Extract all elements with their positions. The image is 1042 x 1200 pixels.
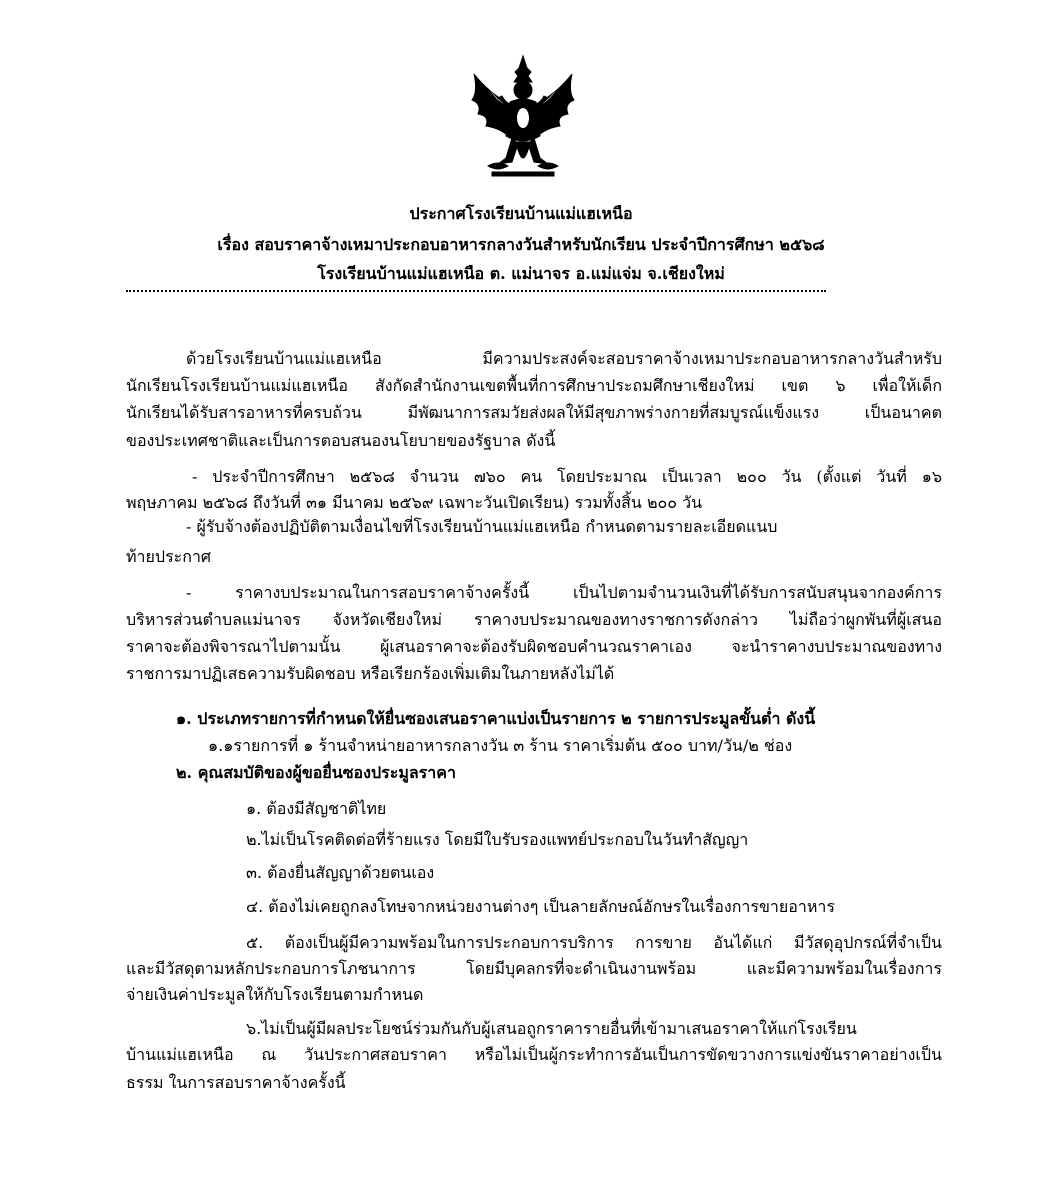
section-2-title: ๒. คุณสมบัติของผู้ขอยื่นซองประมูลราคา bbox=[176, 763, 456, 782]
budget-line-2: บริหารส่วนตำบลแม่นาจร จังหวัดเชียงใหม่ ราคางบประมาณของทางราชการดังกล่าว ไม่ถือว่าผูกพันที่ผู้เสนอ bbox=[126, 610, 942, 629]
contractor-condition-line: - ผู้รับจ้างต้องปฏิบัติตามเงื่อนไขที่โรงเรียนบ้านแม่แฮเหนือ กำหนดตามรายละเอียดแนบ bbox=[186, 517, 778, 536]
section-1-title: ๑. ประเภทรายการที่กำหนดให้ยื่นซองเสนอราคาแบ่งเป็นรายการ ๒ รายการประมูลขั้นต่ำ ดังนี้ bbox=[176, 709, 816, 728]
intro-line-4: ของประเทศชาติและเป็นการตอบสนองนโยบายของรัฐบาล ดังนี้ bbox=[126, 431, 556, 450]
qualification-3: ๓. ต้องยื่นสัญญาด้วยตนเอง bbox=[246, 863, 435, 882]
qualification-5-line-3: จ่ายเงินค่าประมูลให้กับโรงเรียนตามกำหนด bbox=[126, 985, 424, 1004]
qualification-2: ๒.ไม่เป็นโรคติดต่อที่ร้ายแรง โดยมีใบรับรองแพทย์ประกอบในวันทำสัญญา bbox=[246, 830, 749, 849]
school-location-line: โรงเรียนบ้านแม่แฮเหนือ ต. แม่นาจร อ.แม่แจ่ม จ.เชียงใหม่ bbox=[317, 264, 725, 283]
qualification-5-line-2: และมีวัสดุตามหลักประกอบการโภชนาการ โดยมีบุคลกรที่จะดำเนินงานพร้อม และมีความพร้อมในเรื่องการ bbox=[126, 959, 942, 978]
document-subject: เรื่อง สอบราคาจ้างเหมาประกอบอาหารกลางวันสำหรับนักเรียน ประจำปีการศึกษา ๒๕๖๘ bbox=[217, 235, 825, 254]
qualification-4: ๔. ต้องไม่เคยถูกลงโทษจากหน่วยงานต่างๆ เป็นลายลักษณ์อักษรในเรื่องการขายอาหาร bbox=[246, 897, 835, 916]
qualification-1: ๑. ต้องมีสัญชาติไทย bbox=[246, 799, 387, 818]
budget-line-1: - ราคางบประมาณในการสอบราคาจ้างครั้งนี้ เป็นไปตามจำนวนเงินที่ได้รับการสนับสนุนจากองค์การ bbox=[186, 583, 942, 602]
qualification-5-line-1: ๕. ต้องเป็นผู้มีความพร้อมในการประกอบการบริการ การขาย อันได้แก่ มีวัสดุอุปกรณ์ที่จำเป็น bbox=[246, 933, 942, 952]
document-title: ประกาศโรงเรียนบ้านแม่แฮเหนือ bbox=[409, 204, 633, 223]
intro-line-3: นักเรียนได้รับสารอาหารที่ครบถ้วน มีพัฒนาการสมวัยส่งผลให้มีสุขภาพร่างกายที่สมบูรณ์แข็งแรง เป็นอนาคต bbox=[126, 403, 942, 422]
garuda-emblem-icon bbox=[468, 54, 578, 182]
qualification-6-line-3: ธรรม ในการสอบราคาจ้างครั้งนี้ bbox=[126, 1073, 346, 1092]
academic-year-line-1: - ประจำปีการศึกษา ๒๕๖๘ จำนวน ๗๖๐ คน โดยประมาณ เป็นเวลา ๒๐๐ วัน (ตั้งแต่ วันที่ ๑๖ bbox=[192, 467, 942, 486]
qualification-6-line-2: บ้านแม่แฮเหนือ ณ วันประกาศสอบราคา หรือไม่เป็นผู้กระทำการอันเป็นการขัดขวางการแข่งขันราคาอย่างเป็น bbox=[126, 1045, 942, 1064]
qualification-6-line-1: ๖.ไม่เป็นผู้มีผลประโยชน์ร่วมกันกับผู้เสนอถูกราคารายอื่นที่เข้ามาเสนอราคาให้แก่โรงเรียน bbox=[246, 1019, 857, 1038]
academic-year-line-2: พฤษภาคม ๒๕๖๘ ถึงวันที่ ๓๑ มีนาคม ๒๕๖๙ เฉพาะวันเปิดเรียน) รวมทั้งสิ้น ๒๐๐ วัน bbox=[126, 493, 703, 512]
intro-line-2: นักเรียนโรงเรียนบ้านแม่แฮเหนือ สังกัดสำนักงานเขตพื้นที่การศึกษาประถมศึกษาเชียงใหม่ เขต ๖ เพื่อให้เด็ก bbox=[126, 376, 942, 395]
budget-line-4: ราชการมาปฏิเสธความรับผิดชอบ หรือเรียกร้องเพิ่มเติมในภายหลังไม่ได้ bbox=[126, 664, 615, 683]
contractor-condition-cont: ท้ายประกาศ bbox=[126, 547, 212, 566]
intro-line-1: ด้วยโรงเรียนบ้านแม่แฮเหนือ มีความประสงค์จะสอบราคาจ้างเหมาประกอบอาหารกลางวันสำหรับ bbox=[186, 349, 942, 368]
budget-line-3: ราคาจะต้องพิจารณาไปตามนั้น ผู้เสนอราคาจะต้องรับผิดชอบคำนวณราคาเอง จะนำราคางบประมาณของทาง bbox=[126, 637, 942, 656]
section-1-item: ๑.๑รายการที่ ๑ ร้านจำหน่ายอาหารกลางวัน ๓ ร้าน ราคาเริ่มต้น ๕๐๐ บาท/วัน/๒ ช่อง bbox=[208, 736, 793, 755]
dotted-divider bbox=[126, 290, 826, 292]
